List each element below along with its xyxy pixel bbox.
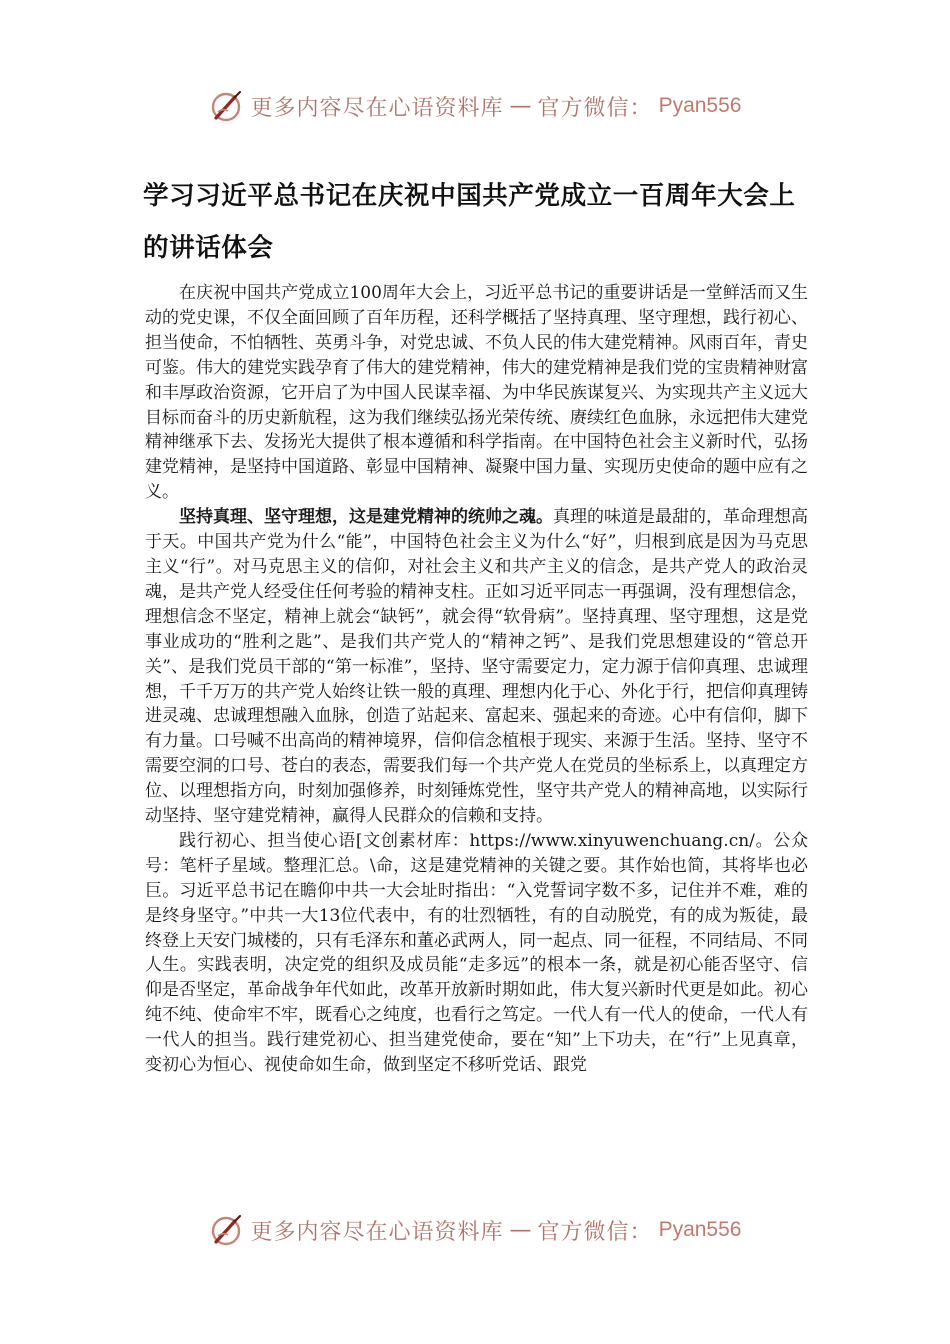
paragraph-1: 在庆祝中国共产党成立100周年大会上，习近平总书记的重要讲话是一堂鲜活而又生动的党史课，不仅全面回顾了百年历程，还科学概括了坚持真理、坚守理想，践行初心、担当使命，不怕牺牲、英勇斗争，对党忠诚、不负人民的伟大建党精神。风雨百年，青史可鉴。伟大的建党实践孕育了伟大的建党精神，伟大的建党精神是我们党的宝贵精神财富和丰厚政治资源，它开启了为中国人民谋幸福、为中华民族谋复兴、为实现共产主义远大目标而奋斗的历史新航程，这为我们继续弘扬光荣传统、赓续红色血脉，永远把伟大建党精神继承下去、发扬光大提供了根本遵循和科学指南。在中国特色社会主义新时代，弘扬建党精神，是坚持中国道路、彰显中国精神、凝聚中国力量、实现历史使命的题中应有之义。 [145, 283, 808, 503]
banner-label: 官方微信： [537, 95, 653, 121]
header-watermark-banner [0, 86, 950, 126]
banner-wechat-id: Pyan556 [658, 1218, 742, 1241]
banner-separator: — [509, 1217, 532, 1243]
banner-label: 官方微信： [537, 1219, 653, 1245]
paragraph-3: 践行初心、担当使心语[文创素材库：https://www.xinyuwenchuang.cn/。公众号：笔杆子星域。整理汇总。\命，这是建党精神的关键之要。其作始也简，其将毕也必巨。习近平总书记在瞻仰中共一大会址时指出：“入党誓词字数不多，记住并不难，难的是终身坚守。”中共一大13位代表中，有的壮烈牺牲，有的自动脱党，有的成为叛徒，最终登上天安门城楼的，只有毛泽东和董必武两人，同一起点、同一征程，不同结局、不同人生。实践表明，决定党的组织及成员能“走多远”的根本一条，就是初心能否坚守、信仰是否坚定，革命战争年代如此，改革开放新时期如此，伟大复兴新时代更是如此。初心纯不纯、使命牢不牢，既看心之纯度，也看行之笃定。一代人有一代人的使命，一代人有一代人的担当。践行建党初心、担当建党使命，要在“知”上下功夫，在“行”上见真章，变初心为恒心、视使命如生命，做到坚定不移听党话、跟党 [145, 830, 808, 1076]
pen-logo-icon [209, 88, 245, 124]
document-body [145, 281, 808, 1078]
banner-text: 更多内容尽在心语资料库 [250, 95, 504, 121]
paragraph-2-body: 真理的味道是最甜的，革命理想高于天。中国共产党为什么“能”，中国特色社会主义为什么“好”，归根到底是因为马克思主义“行”。对马克思主义的信仰，对社会主义和共产主义的信念，是共产党人的政治灵魂，是共产党人经受住任何考验的精神支柱。正如习近平同志一再强调，没有理想信念，理想信念不坚定，精神上就会“缺钙”，就会得“软骨病”。坚持真理、坚守理想，这是党事业成功的“胜利之匙”、是我们共产党人的“精神之钙”、是我们党思想建设的“管总开关”、是我们党员干部的“第一标准”，坚持、坚守需要定力，定力源于信仰真理、忠诚理想，千千万万的共产党人始终让铁一般的真理、理想内化于心、外化于行，把信仰真理铸进灵魂、忠诚理想融入血脉，创造了站起来、富起来、强起来的奇迹。心中有信仰，脚下有力量。口号喊不出高尚的精神境界，信仰信念植根于现实、来源于生活。坚持、坚守不需要空洞的口号、苍白的表态，需要我们每一个共产党人在党员的坐标系上，以真理定方位、以理想指方向，时刻加强修养，时刻锤炼党性，坚守共产党人的精神高地，以实际行动坚持、坚守建党精神，赢得人民群众的信赖和支持。 [145, 507, 808, 827]
banner-text: 更多内容尽在心语资料库 [250, 1219, 504, 1245]
banner-separator: — [509, 93, 532, 119]
paragraph-2 [145, 505, 808, 829]
document-title: 学习习近平总书记在庆祝中国共产党成立一百周年大会上的讲话体会 [143, 181, 796, 263]
banner-wechat-id: Pyan556 [658, 94, 742, 117]
footer-watermark-banner [0, 1210, 950, 1250]
pen-logo-icon [209, 1212, 245, 1248]
paragraph-2-lead: 坚持真理、坚守理想，这是建党精神的统帅之魂。 [179, 507, 553, 528]
